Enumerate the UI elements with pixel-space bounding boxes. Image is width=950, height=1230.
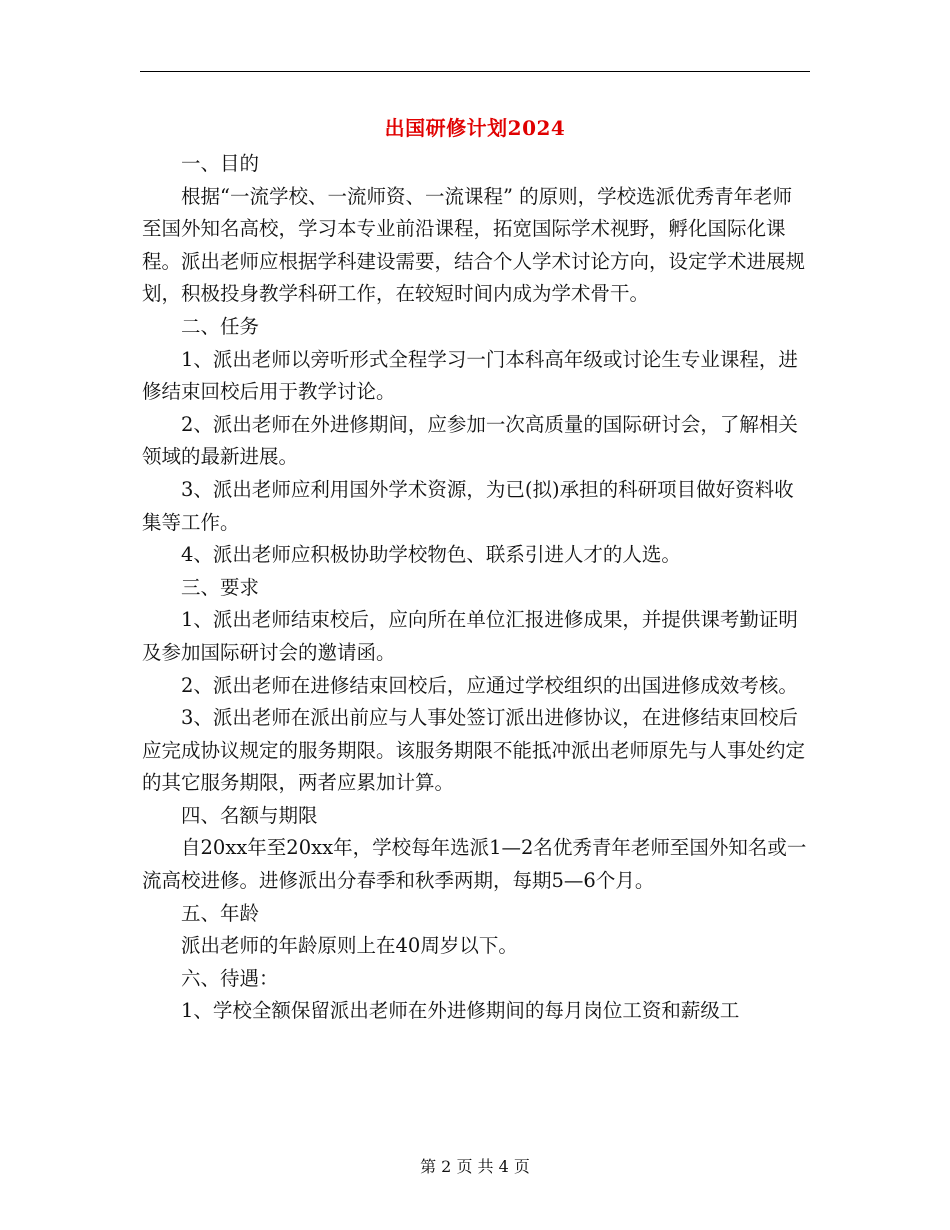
section-heading-benefits: 六、待遇： [181,966,279,990]
section-heading-age: 五、年龄 [181,901,260,925]
paragraph-task-1: 1、派出老师以旁听形式全程学习一门本科高年级或讨论生专业课程，进修结束回校后用于教学讨论。 [142,347,798,404]
paragraph-requirement-1: 1、派出老师结束校后，应向所在单位汇报进修成果，并提供课考勤证明及参加国际研讨会的邀请函。 [142,608,798,664]
paragraph-task-4: 4、派出老师应积极协助学校物色、联系引进人才的人选。 [181,543,681,567]
document-body [142,148,810,1028]
paragraph-age: 派出老师的年龄原则上在40周岁以下。 [181,934,518,958]
section-heading-quota: 四、名额与期限 [181,803,318,827]
paragraph-task-2: 2、派出老师在外进修期间，应参加一次高质量的国际研讨会，了解相关领域的最新进展。 [142,412,798,469]
page-footer: 第 2 页 共 4 页 [420,1157,530,1176]
section-heading-purpose: 一、目的 [181,152,260,175]
paragraph-benefit-1: 1、学校全额保留派出老师在外进修期间的每月岗位工资和薪级工 [181,999,740,1023]
paragraph-requirement-2: 2、派出老师在进修结束回校后，应通过学校组织的出国进修成效考核。 [181,673,798,697]
document-title: 出国研修计划2024 [384,116,566,140]
header-rule [140,71,810,72]
paragraph-quota: 自20xx年至20xx年，学校每年选派1—2名优秀青年老师至国外知名或一流高校进修。进修派出分春季和秋季两期，每期5—6个月。 [142,836,807,893]
paragraph-purpose: 根据“一流学校、一流师资、一流课程” 的原则，学校选派优秀青年老师至国外知名高校，学习本专业前沿课程，拓宽国际学术视野，孵化国际化课程。派出老师应根据学科建设需要，结合个人学术讨论方向，设定学术进展规划，积极投身教学科研工作，在较短时间内成为学术骨干。 [142,184,806,306]
section-heading-tasks: 二、任务 [181,314,260,338]
section-heading-requirements: 三、要求 [181,575,260,599]
paragraph-requirement-3: 3、派出老师在派出前应与人事处签订派出进修协议，在进修结束回校后应完成协议规定的服务期限。该服务期限不能抵冲派出老师原先与人事处约定的其它服务期限，两者应累加计算。 [142,706,806,795]
paragraph-task-3: 3、派出老师应利用国外学术资源，为已(拟)承担的科研项目做好资料收集等工作。 [142,477,794,534]
